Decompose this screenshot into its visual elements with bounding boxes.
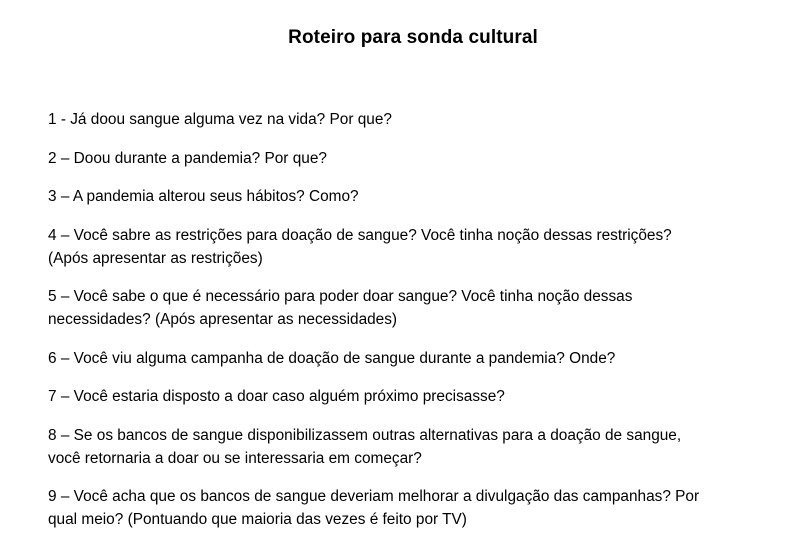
- question-text-line: 9 – Você acha que os bancos de sangue deveriam melhorar a divulgação das campanhas? Por: [48, 488, 700, 505]
- question-item: [48, 485, 788, 531]
- question-text-line: (Após apresentar as restrições): [48, 249, 263, 267]
- question-item: [48, 285, 788, 331]
- question-text-line: necessidades? (Após apresentar as necessidades): [48, 311, 398, 328]
- question-text-line: qual meio? (Pontuando que maioria das vezes é feito por TV): [48, 511, 467, 528]
- question-text-line: 6 – Você viu alguma campanha de doação de sangue durante a pandemia? Onde?: [48, 349, 616, 367]
- question-text-line: 7 – Você estaria disposto a doar caso alguém próximo precisasse?: [48, 388, 505, 405]
- question-text-line: você retornaria a doar ou se interessaria em começar?: [48, 449, 422, 467]
- question-text-line: 5 – Você sabe o que é necessário para poder doar sangue? Você tinha noção dessas: [48, 288, 633, 305]
- question-item: [48, 224, 788, 270]
- question-list: [48, 108, 788, 547]
- question-item: [48, 147, 788, 170]
- question-text-line: 8 – Se os bancos de sangue disponibilizassem outras alternativas para a doação de sangue,: [48, 426, 682, 444]
- document-title: Roteiro para sonda cultural: [288, 27, 538, 48]
- question-text-line: 2 – Doou durante a pandemia? Por que?: [48, 149, 327, 167]
- question-text-line: 1 - Já doou sangue alguma vez na vida? Por que?: [48, 111, 392, 128]
- question-text-line: 4 – Você sabre as restrições para doação de sangue? Você tinha noção dessas restrições?: [48, 226, 672, 244]
- question-item: [48, 108, 788, 131]
- question-item: [48, 424, 788, 470]
- question-item: [48, 347, 788, 370]
- question-item: [48, 385, 788, 408]
- question-item: [48, 185, 788, 208]
- question-text-line: 3 – A pandemia alterou seus hábitos? Como?: [48, 188, 359, 205]
